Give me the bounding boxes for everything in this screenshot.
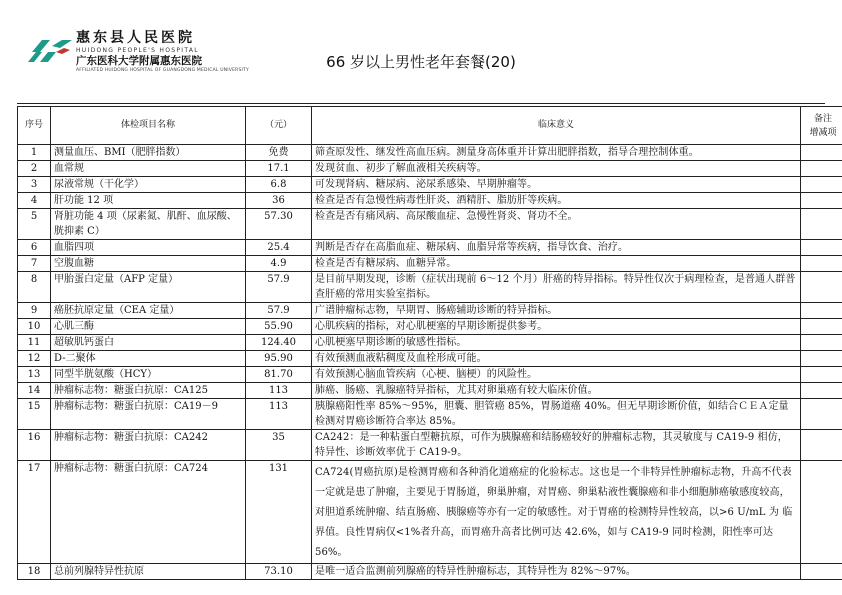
- cell-desc: 有效预测血液粘稠度及血栓形成可能。: [312, 351, 801, 367]
- cell-item: 心肌三酶: [51, 319, 246, 335]
- table-row: [18, 177, 842, 193]
- cell-desc: 检查是否有糖尿病、血糖异常。: [312, 256, 801, 272]
- hospital-name-en: HUIDONG PEOPLE'S HOSPITAL: [76, 47, 199, 54]
- cell-no: 12: [18, 351, 51, 367]
- cell-desc: 有效预测心脑血管疾病（心梗、脑梗）的风险性。: [312, 367, 801, 383]
- cell-no: 16: [18, 430, 51, 461]
- cell-no: 13: [18, 367, 51, 383]
- cell-note: [801, 240, 842, 256]
- header-note-line2: 增减项: [809, 127, 837, 138]
- cell-price: 57.9: [246, 303, 312, 319]
- cell-no: 17: [18, 461, 51, 564]
- cell-no: 10: [18, 319, 51, 335]
- header-item: 体检项目名称: [51, 107, 246, 145]
- cell-note: [801, 161, 842, 177]
- page-title: 66 岁以上男性老年套餐(20): [326, 53, 516, 71]
- cell-price: 55.90: [246, 319, 312, 335]
- cell-note: [801, 383, 842, 399]
- cell-no: 3: [18, 177, 51, 193]
- cell-no: 6: [18, 240, 51, 256]
- cell-no: 4: [18, 193, 51, 209]
- cell-note: [801, 367, 842, 383]
- cell-item: 肝功能 12 项: [51, 193, 246, 209]
- cell-desc: 发现贫血、初步了解血液相关疾病等。: [312, 161, 801, 177]
- cell-price: 73.10: [246, 564, 312, 580]
- cell-note: [801, 256, 842, 272]
- cell-no: 15: [18, 399, 51, 430]
- table-row: [18, 430, 842, 461]
- table-row: [18, 256, 842, 272]
- cell-note: [801, 461, 842, 564]
- table-row: [18, 335, 842, 351]
- table-row: [18, 319, 842, 335]
- table-row: [18, 303, 842, 319]
- cell-price: 17.1: [246, 161, 312, 177]
- cell-desc: 广谱肿瘤标志物，早期胃、肠癌辅助诊断的特异指标。: [312, 303, 801, 319]
- cell-item: D-二聚体: [51, 351, 246, 367]
- cell-item: 肿瘤标志物：糖蛋白抗原：CA724: [51, 461, 246, 564]
- cell-note: [801, 209, 842, 240]
- cell-item: 超敏肌钙蛋白: [51, 335, 246, 351]
- cell-no: 9: [18, 303, 51, 319]
- cell-price: 124.40: [246, 335, 312, 351]
- cell-price: 57.30: [246, 209, 312, 240]
- cell-note: [801, 272, 842, 303]
- cell-note: [801, 399, 842, 430]
- cell-desc: 心肌梗塞早期诊断的敏感性指标。: [312, 335, 801, 351]
- header-note-line1: 备注: [813, 113, 832, 124]
- cell-desc: 是目前早期发现，诊断（症状出现前 6～12 个月）肝癌的特异指标。特异性仅次于病理检查，是普通人群普查肝癌的常用实验室指标。: [312, 272, 801, 303]
- cell-price: 131: [246, 461, 312, 564]
- hospital-name: 惠东县人民医院: [76, 30, 195, 46]
- cell-price: 4.9: [246, 256, 312, 272]
- cell-note: [801, 335, 842, 351]
- table-row: [18, 145, 842, 161]
- exam-items-table: [17, 106, 842, 580]
- cell-price: 25.4: [246, 240, 312, 256]
- cell-desc: CA724(胃癌抗原)是检测胃癌和各种消化道癌症的化验标志。这也是一个非特异性肿瘤标志物，升高不代表一定就是患了肿瘤，主要见于胃肠道，卵巢肿瘤，对胃癌、卵巢粘液性囊腺癌和非小细胞肺癌敏感度较高，对胆道系统肿瘤、结直肠癌、胰腺癌等亦有一定的敏感性。对于胃癌的检测特异性较高，以>6 U/mL 为 临界值。良性胃病仅<1%者升高，而胃癌升高者比例可达 42.6%，如与 CA19-9 同时检测，阳性率可达 56%。: [312, 461, 801, 564]
- cell-price: 57.9: [246, 272, 312, 303]
- cell-item: 血脂四项: [51, 240, 246, 256]
- cell-no: 7: [18, 256, 51, 272]
- table-row: [18, 461, 842, 564]
- hospital-affiliation-en: AFFILIATED HUIDONG HOSPITAL OF GUANGDONG MEDICAL UNIVERSITY: [76, 68, 249, 73]
- cell-note: [801, 319, 842, 335]
- hospital-affiliation: 广东医科大学附属惠东医院: [76, 55, 202, 67]
- cell-price: 113: [246, 383, 312, 399]
- cell-note: [801, 177, 842, 193]
- cell-note: [801, 564, 842, 580]
- cell-desc: 胰腺癌阳性率 85%～95%，胆囊、胆管癌 85%，胃肠道癌 40%。但无早期诊断价值，如结合ＣＥＡ定量检测对胃癌诊断符合率达 85%。: [312, 399, 801, 430]
- table-row: [18, 564, 842, 580]
- cell-price: 81.70: [246, 367, 312, 383]
- cell-price: 95.90: [246, 351, 312, 367]
- cell-desc: 可发现肾病、糖尿病、泌尿系感染、早期肿瘤等。: [312, 177, 801, 193]
- cell-note: [801, 351, 842, 367]
- cell-desc: 是唯一适合监测前列腺癌的特异性肿瘤标志，其特异性为 82%～97%。: [312, 564, 801, 580]
- cell-note: [801, 145, 842, 161]
- table-body: [18, 145, 842, 580]
- cell-no: 1: [18, 145, 51, 161]
- table-row: [18, 351, 842, 367]
- table-row: [18, 161, 842, 177]
- table-row: [18, 240, 842, 256]
- cell-note: [801, 430, 842, 461]
- header-divider: [17, 103, 825, 104]
- cell-no: 14: [18, 383, 51, 399]
- header-note: [801, 107, 842, 145]
- cell-desc: CA242：是一种粘蛋白型糖抗原，可作为胰腺癌和结肠癌较好的肿瘤标志物，其灵敏度与 CA19-9 相仿，特异性、诊断效率优于 CA19-9。: [312, 430, 801, 461]
- cell-item: 总前列腺特异性抗原: [51, 564, 246, 580]
- cell-price: 免费: [246, 145, 312, 161]
- table-row: [18, 367, 842, 383]
- header-desc: 临床意义: [312, 107, 801, 145]
- cell-no: 8: [18, 272, 51, 303]
- table-row: [18, 272, 842, 303]
- cell-item: 测量血压、BMI（肥胖指数）: [51, 145, 246, 161]
- cell-price: 36: [246, 193, 312, 209]
- table-row: [18, 399, 842, 430]
- cell-desc: 筛查原发性、继发性高血压病。测量身高体重并计算出肥胖指数，指导合理控制体重。: [312, 145, 801, 161]
- cell-no: 11: [18, 335, 51, 351]
- cell-price: 35: [246, 430, 312, 461]
- cell-item: 尿液常规（干化学）: [51, 177, 246, 193]
- cell-item: 同型半胱氨酸（HCY）: [51, 367, 246, 383]
- header-price: （元）: [246, 107, 312, 145]
- cell-price: 113: [246, 399, 312, 430]
- cell-item: 癌胚抗原定量（CEA 定量）: [51, 303, 246, 319]
- cell-desc: 检查是否有急慢性病毒性肝炎、酒精肝、脂肪肝等疾病。: [312, 193, 801, 209]
- cell-note: [801, 193, 842, 209]
- cell-price: 6.8: [246, 177, 312, 193]
- cell-no: 18: [18, 564, 51, 580]
- header-no: 序号: [18, 107, 51, 145]
- cell-desc: 判断是否存在高脂血症、糖尿病、血脂异常等疾病，指导饮食、治疗。: [312, 240, 801, 256]
- cell-item: 空腹血糖: [51, 256, 246, 272]
- cell-item: 血常规: [51, 161, 246, 177]
- cell-desc: 肺癌、肠癌、乳腺癌特异指标，尤其对卵巢癌有较大临床价值。: [312, 383, 801, 399]
- cell-no: 5: [18, 209, 51, 240]
- table-row: [18, 209, 842, 240]
- cell-note: [801, 303, 842, 319]
- cell-desc: 检查是否有痛风病、高尿酸血症、急慢性肾炎、肾功不全。: [312, 209, 801, 240]
- cell-no: 2: [18, 161, 51, 177]
- table-row: [18, 193, 842, 209]
- cell-item: 肾脏功能 4 项（尿素氮、肌酐、血尿酸、胱抑素 C）: [51, 209, 246, 240]
- cell-desc: 心肌疾病的指标，对心肌梗塞的早期诊断提供参考。: [312, 319, 801, 335]
- table-header-row: [18, 107, 842, 145]
- cell-item: 肿瘤标志物：糖蛋白抗原：CA125: [51, 383, 246, 399]
- cell-item: 肿瘤标志物：糖蛋白抗原：CA19－9: [51, 399, 246, 430]
- cell-item: 甲胎蛋白定量（AFP 定量）: [51, 272, 246, 303]
- cell-item: 肿瘤标志物：糖蛋白抗原：CA242: [51, 430, 246, 461]
- table-row: [18, 383, 842, 399]
